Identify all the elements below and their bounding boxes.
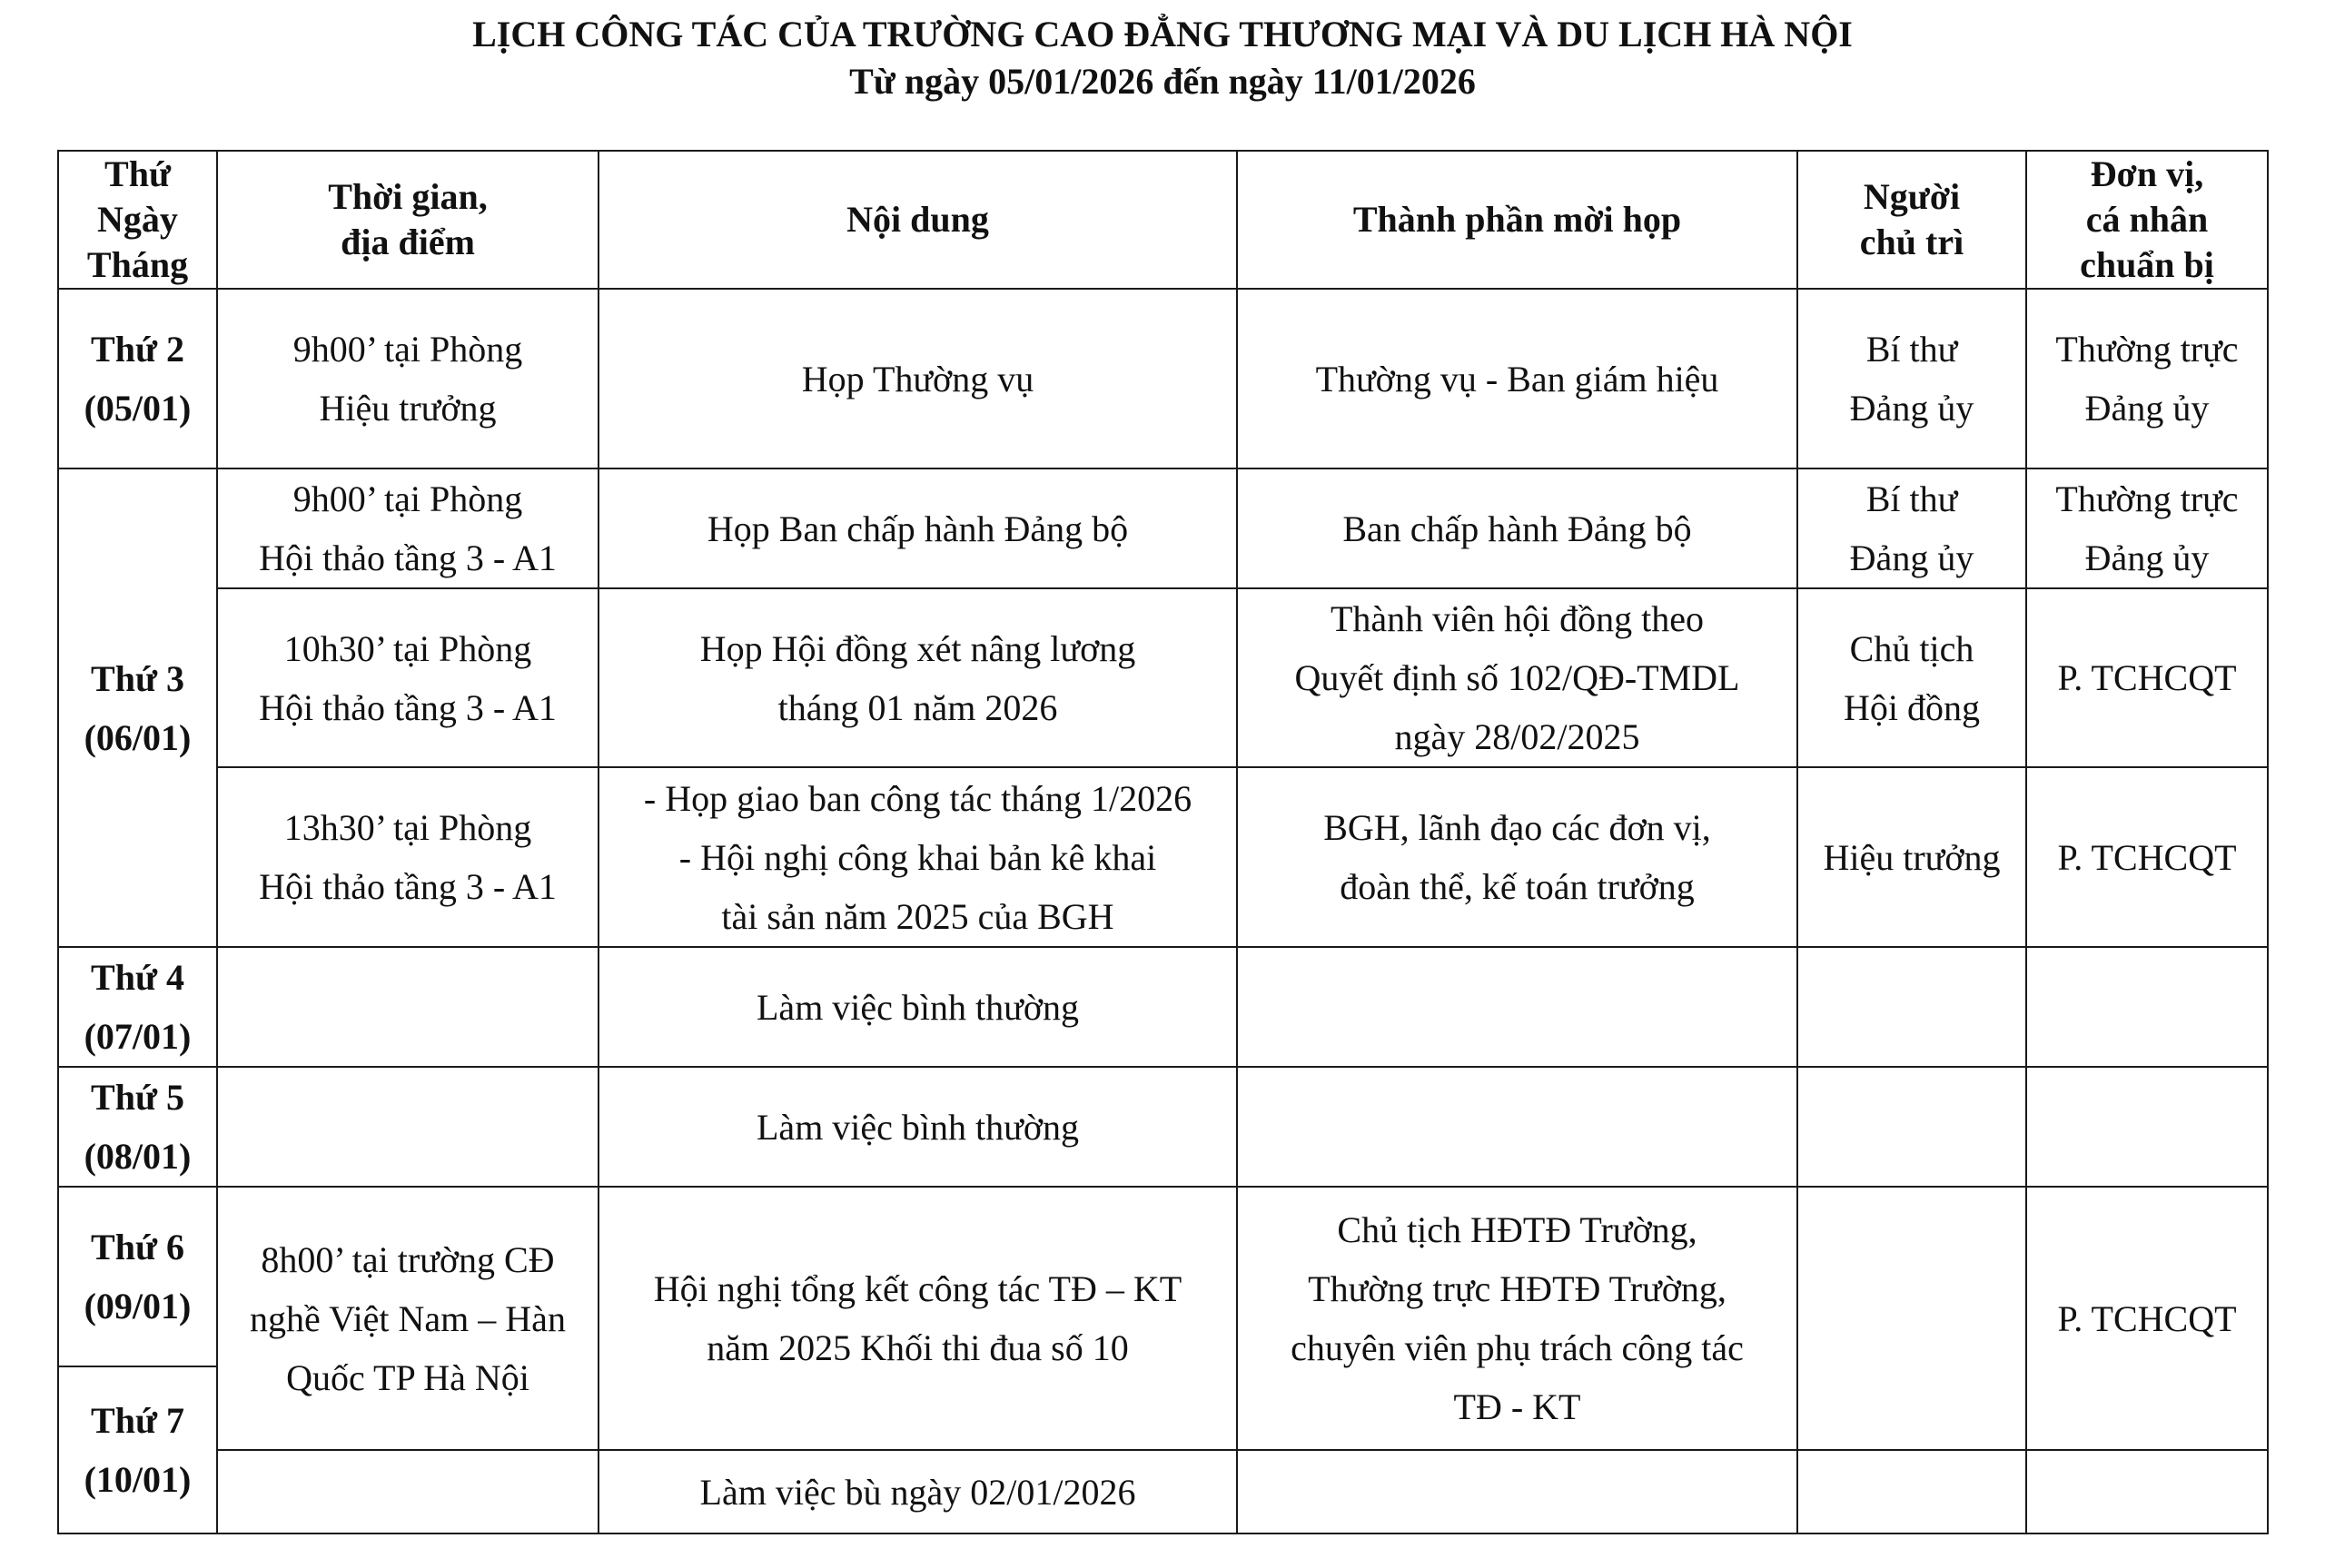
day-cell: Thứ 3 (06/01) [58,468,217,947]
day-cell: Thứ 4 (07/01) [58,947,217,1067]
chair-cell [1797,1067,2026,1187]
col-header-content: Nội dung [599,151,1237,289]
content-cell: Họp Ban chấp hành Đảng bộ [599,468,1237,588]
content-cell: Làm việc bình thường [599,947,1237,1067]
table-row-tue-2 [58,588,2268,767]
prep-cell: Thường trực Đảng ủy [2026,468,2268,588]
time-cell [217,1450,599,1533]
schedule-table [57,150,2269,1534]
chair-cell: Chủ tịch Hội đồng [1797,588,2026,767]
table-row-thu [58,1067,2268,1187]
chair-cell: Bí thư Đảng ủy [1797,289,2026,468]
day-cell: Thứ 5 (08/01) [58,1067,217,1187]
header-row [58,151,2268,289]
prep-cell: P. TCHCQT [2026,767,2268,947]
time-cell: 13h30’ tại Phòng Hội thảo tầng 3 - A1 [217,767,599,947]
day-cell: Thứ 7 (10/01) [58,1366,217,1533]
content-cell: Họp Thường vụ [599,289,1237,468]
col-header-attendees: Thành phần mời họp [1237,151,1797,289]
time-cell: 8h00’ tại trường CĐ nghề Việt Nam – Hàn Quốc TP Hà Nội [217,1187,599,1450]
table-row-fri [58,1187,2268,1366]
prep-cell [2026,1067,2268,1187]
table-row-tue-3 [58,767,2268,947]
attendees-cell: BGH, lãnh đạo các đơn vị, đoàn thể, kế toán trưởng [1237,767,1797,947]
attendees-cell [1237,1067,1797,1187]
prep-cell [2026,1450,2268,1533]
content-cell: Làm việc bình thường [599,1067,1237,1187]
time-cell [217,1067,599,1187]
chair-cell [1797,1450,2026,1533]
time-cell: 9h00’ tại Phòng Hội thảo tầng 3 - A1 [217,468,599,588]
prep-cell: P. TCHCQT [2026,1187,2268,1450]
attendees-cell [1237,1450,1797,1533]
page-title: LỊCH CÔNG TÁC CỦA TRƯỜNG CAO ĐẲNG THƯƠNG MẠI VÀ DU LỊCH HÀ NỘI [472,14,1853,54]
time-cell: 10h30’ tại Phòng Hội thảo tầng 3 - A1 [217,588,599,767]
col-header-day: Thứ Ngày Tháng [58,151,217,289]
chair-cell: Bí thư Đảng ủy [1797,468,2026,588]
table-row-mon [58,289,2268,468]
table-row-wed [58,947,2268,1067]
table-row-sat [58,1450,2268,1533]
content-cell: Làm việc bù ngày 02/01/2026 [599,1450,1237,1533]
date-range-subtitle: Từ ngày 05/01/2026 đến ngày 11/01/2026 [849,61,1476,102]
prep-cell [2026,947,2268,1067]
time-cell [217,947,599,1067]
time-cell: 9h00’ tại Phòng Hiệu trưởng [217,289,599,468]
attendees-cell: Thường vụ - Ban giám hiệu [1237,289,1797,468]
attendees-cell: Ban chấp hành Đảng bộ [1237,468,1797,588]
chair-cell: Hiệu trưởng [1797,767,2026,947]
chair-cell [1797,1187,2026,1450]
chair-cell [1797,947,2026,1067]
day-cell: Thứ 2 (05/01) [58,289,217,468]
content-cell: Họp Hội đồng xét nâng lương tháng 01 năm 2026 [599,588,1237,767]
day-cell: Thứ 6 (09/01) [58,1187,217,1366]
col-header-chair: Người chủ trì [1797,151,2026,289]
content-cell: Hội nghị tổng kết công tác TĐ – KT năm 2025 Khối thi đua số 10 [599,1187,1237,1450]
attendees-cell [1237,947,1797,1067]
table-row-tue-1 [58,468,2268,588]
col-header-time: Thời gian, địa điểm [217,151,599,289]
prep-cell: Thường trực Đảng ủy [2026,289,2268,468]
prep-cell: P. TCHCQT [2026,588,2268,767]
attendees-cell: Chủ tịch HĐTĐ Trường, Thường trực HĐTĐ Trường, chuyên viên phụ trách công tác TĐ - KT [1237,1187,1797,1450]
attendees-cell: Thành viên hội đồng theo Quyết định số 102/QĐ-TMDL ngày 28/02/2025 [1237,588,1797,767]
col-header-prep: Đơn vị, cá nhân chuẩn bị [2026,151,2268,289]
content-cell: - Họp giao ban công tác tháng 1/2026 - Hội nghị công khai bản kê khai tài sản năm 2025 của BGH [599,767,1237,947]
